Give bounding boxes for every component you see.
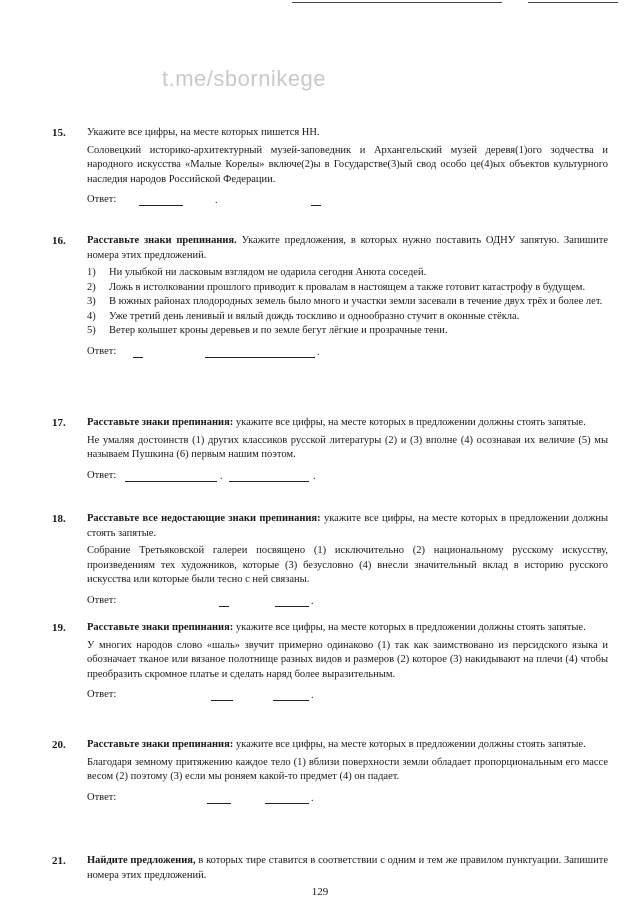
task-number: 15. xyxy=(52,127,66,139)
answer-row: Ответ: . xyxy=(87,791,314,804)
instruction-bold: Расставьте знаки препинания: xyxy=(87,739,234,750)
task-number: 19. xyxy=(52,622,66,634)
answer-label: Ответ: xyxy=(87,689,117,700)
answer-field[interactable] xyxy=(219,606,229,607)
top-rule-right xyxy=(528,2,618,3)
task-number: 17. xyxy=(52,417,66,429)
answer-label: Ответ: xyxy=(87,345,117,357)
task-number: 21. xyxy=(52,855,66,867)
task-text: Собрание Третьяковской галереи посвящено (1) исключительно (2) национальному русскому искусству, произведениям тех художников, которые (3) безусловно (4) внесли значительный вклад в историю русского искусства или которые были тесно с ней связаны. xyxy=(87,545,608,585)
instruction-bold: Найдите предложения, xyxy=(87,855,196,866)
instruction-bold: Расставьте все недостающие знаки препинания: xyxy=(87,513,321,524)
answer-label: Ответ: xyxy=(87,594,117,606)
instruction-text: в которых тире ставится в соответствии с одним и тем же правилом пунктуации. Запишите номера этих предложений. xyxy=(87,855,608,881)
answer-field[interactable] xyxy=(229,481,309,482)
task-number: 18. xyxy=(52,513,66,525)
instruction-bold: Расставьте знаки препинания: xyxy=(87,622,234,633)
task-instruction xyxy=(87,854,608,883)
answer-field[interactable] xyxy=(211,700,233,701)
top-rule-left xyxy=(292,2,502,3)
instruction-text: Укажите все цифры, на месте которых пишется НН. xyxy=(87,127,320,138)
answer-field[interactable] xyxy=(139,205,183,206)
sentence-list xyxy=(87,266,608,339)
answer-row: Ответ: . . xyxy=(87,469,316,482)
list-item: 4) Уже третий день ленивый и вялый дождь тоскливо и однообразно стучит в оконные стёкла. xyxy=(87,310,520,322)
instruction-text: укажите все цифры, на месте которых в предложении должны стоять запятые. xyxy=(235,417,586,428)
answer-field[interactable] xyxy=(273,700,309,701)
answer-field[interactable] xyxy=(125,481,217,482)
answer-row: Ответ: . xyxy=(87,689,314,701)
task-text: Благодаря земному притяжению каждое тело (1) вблизи поверхности земли обладает пропорциональным его массе весом (2) поэтому (3) если мы роняем какой-то предмет (4) он падает. xyxy=(87,756,608,782)
task-number: 20. xyxy=(52,739,66,751)
page-number: 129 xyxy=(311,886,329,898)
task-15 xyxy=(52,126,608,209)
task-instruction xyxy=(87,621,608,636)
task-instruction xyxy=(87,416,608,431)
answer-label: Ответ: xyxy=(87,791,117,803)
watermark-text: t.me/sbornikege xyxy=(162,66,327,91)
task-instruction xyxy=(87,126,608,141)
task-number: 16. xyxy=(52,235,66,247)
task-instruction xyxy=(87,234,608,263)
task-17 xyxy=(52,416,608,485)
task-instruction xyxy=(87,738,608,753)
instruction-bold: Расставьте знаки препинания: xyxy=(87,417,234,428)
task-text: Не умаляя достоинств (1) других классиков русской литературы (2) и (3) вполне (4) осознавая их величие (5) мы называем Пушкина (6) первым нашим поэтом. xyxy=(87,434,608,460)
task-19 xyxy=(52,621,608,704)
task-16 xyxy=(52,234,608,361)
answer-field[interactable] xyxy=(311,205,321,206)
instruction-text: укажите все цифры, на месте которых в предложении должны стоять запятые. xyxy=(87,513,608,539)
instruction-text: укажите все цифры, на месте которых в предложении должны стоять запятые. xyxy=(235,622,586,633)
answer-field[interactable] xyxy=(275,606,309,607)
list-item: 2) Ложь в истолковании прошлого приводит к провалам в настоящем а также готовит катастрофу в будущем. xyxy=(87,281,586,293)
task-text: Соловецкий историко-архитектурный музей-заповедник и Архангельский музей деревя(1)ого зодчества и народного искусства «Малые Корелы» включе(2)ы в Государстве(3)ый свод особо це(4)ых объектов культурного наследия народов Российской Федерации. xyxy=(87,144,608,185)
instruction-text: Укажите предложения, в которых нужно поставить ОДНУ запятую. Запишите номера этих предложений. xyxy=(87,235,609,261)
instruction-text: укажите все цифры, на месте которых в предложении должны стоять запятые. xyxy=(235,739,586,750)
answer-row: Ответ: . xyxy=(87,345,320,358)
task-18 xyxy=(52,512,608,610)
answer-field[interactable] xyxy=(133,357,143,358)
answer-row: Ответ: . xyxy=(87,594,314,607)
task-20 xyxy=(52,738,608,807)
instruction-bold: Расставьте знаки препинания. xyxy=(87,235,237,246)
answer-field[interactable] xyxy=(265,803,309,804)
task-text: У многих народов слово «шаль» звучит примерно одинаково (1) так как заимствовано из персидского языка и обозначает тканое или вязаное полотнище разных видов и размеров (2) которое (3) накидывают на плечи (4) чтобы преобразить скромное платье и сделать наряд более выразительным. xyxy=(87,639,608,680)
answer-field[interactable] xyxy=(207,803,231,804)
answer-label: Ответ: xyxy=(87,194,117,205)
list-item: 3) В южных районах плодородных земель было много и участки земли засевали в течение двух трёх и более лет. xyxy=(87,296,603,307)
list-item: 5) Ветер колышет кроны деревьев и по земле бегут лёгкие и прозрачные тени. xyxy=(87,325,448,336)
answer-field[interactable] xyxy=(205,357,315,358)
task-instruction xyxy=(87,512,608,541)
list-item: 1) Ни улыбкой ни ласковым взглядом не одарила сегодня Анюта соседей. xyxy=(87,267,427,278)
answer-label: Ответ: xyxy=(87,469,117,481)
task-21 xyxy=(52,854,608,883)
answer-row: Ответ: . xyxy=(87,193,608,209)
